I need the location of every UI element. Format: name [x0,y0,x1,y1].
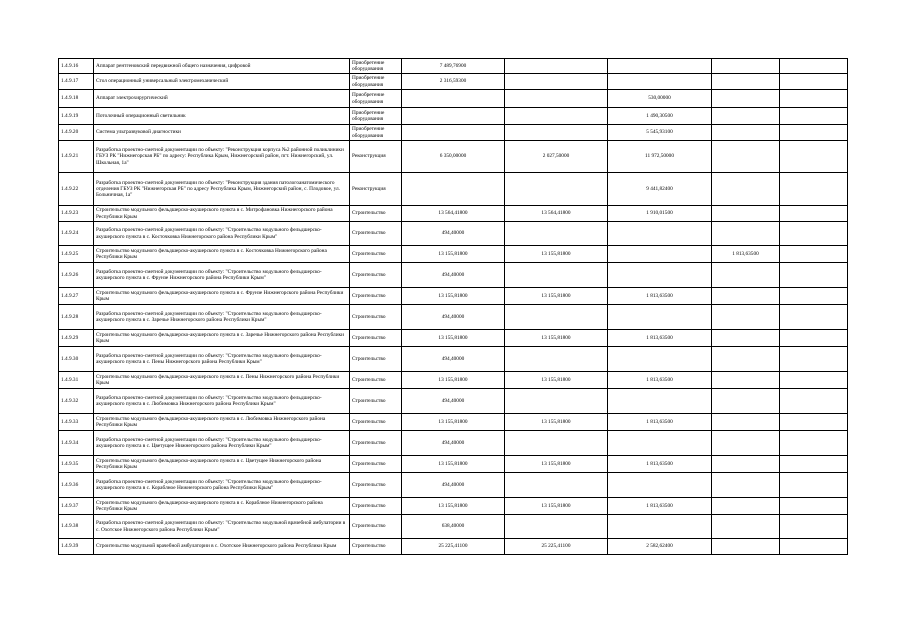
row-description: Разработка проектно-сметной документации по объекту: "Строительство модульного фельдшерско-акушерского пункта в с. Кораблное Нижнегорского района Республики Крым" [94,473,350,498]
row-value-2 [505,347,608,372]
row-value-2: 13 155,81800 [505,372,608,389]
row-value-3: 1 910,01500 [608,206,712,222]
row-value-4 [712,141,780,173]
row-empty-cell [780,372,848,389]
row-value-1: 13 155,81800 [402,372,505,389]
row-description: Разработка проектно-сметной документации по объекту: "Реконструкция корпуса №2 районной поликлиники ГБУЗ РК "Нижнегорская РБ" по адресу: Республика Крым, Нижнегорский район, пгт. Нижнегорский, ул. Школьная, 1а" [94,141,350,173]
row-description: Разработка проектно-сметной документации по объекту: "Строительство модульного фельдшерско-акушерского пункта в с. Заречье Нижнегорского района Республики Крым" [94,305,350,330]
row-empty-cell [780,74,848,90]
row-work-type: Строительство [350,246,402,263]
row-description: Аппарат рентгеновский передвижной общего назначения, цифровой [94,59,350,74]
row-work-type: Строительство [350,414,402,431]
table-row [59,372,848,389]
table-row [59,108,848,125]
row-value-4 [712,473,780,498]
row-value-1: 25 225,41100 [402,539,505,555]
row-value-2 [505,74,608,90]
row-empty-cell [780,389,848,414]
row-value-2 [505,389,608,414]
row-value-3 [608,74,712,90]
row-value-1: 494,40000 [402,222,505,246]
row-value-4 [712,515,780,539]
row-number: 1.4.9.38 [59,515,94,539]
row-number: 1.4.9.24 [59,222,94,246]
row-value-2 [505,125,608,141]
row-value-1: 6 350,00000 [402,141,505,173]
row-value-4 [712,456,780,473]
row-description: Строительство модульного фельдшерско-акушерского пункта в с. Фрунзе Нижнегорского района Республики Крым [94,288,350,305]
table-row [59,263,848,288]
table-row [59,206,848,222]
row-value-4 [712,222,780,246]
row-number: 1.4.9.19 [59,108,94,125]
row-value-3 [608,515,712,539]
row-value-1: 494,40000 [402,389,505,414]
row-number: 1.4.9.22 [59,173,94,206]
row-value-1: 2 316,59300 [402,74,505,90]
table-row [59,222,848,246]
table-row [59,90,848,108]
row-value-4 [712,125,780,141]
row-value-3: 1 813,63500 [608,498,712,515]
row-number: 1.4.9.28 [59,305,94,330]
row-description: Строительство модульного фельдшерско-акушерского пункта в с. Кораблное Нижнегорского района Республики Крым [94,498,350,515]
row-value-1 [402,125,505,141]
row-empty-cell [780,431,848,456]
row-number: 1.4.9.34 [59,431,94,456]
row-number: 1.4.9.20 [59,125,94,141]
row-description: Строительство модульного фельдшерско-акушерского пункта в с. Заречье Нижнегорского района Республики Крым [94,330,350,347]
row-number: 1.4.9.30 [59,347,94,372]
row-description: Разработка проектно-сметной документации по объекту: "Строительство модульного фельдшерско-акушерского пункта в с. Любимовка Нижнегорского района Республики Крым" [94,389,350,414]
row-number: 1.4.9.27 [59,288,94,305]
row-value-4 [712,288,780,305]
row-description: Разработка проектно-сметной документации по объекту: "Строительство модульного фельдшерско-акушерского пункта в с. Цветущее Нижнегорского района Республики Крым" [94,431,350,456]
row-work-type: Строительство [350,389,402,414]
row-value-2: 13 155,81800 [505,288,608,305]
row-value-2 [505,108,608,125]
row-number: 1.4.9.17 [59,74,94,90]
row-number: 1.4.9.25 [59,246,94,263]
table-row [59,173,848,206]
table-row [59,125,848,141]
row-number: 1.4.9.29 [59,330,94,347]
row-empty-cell [780,305,848,330]
table-row [59,515,848,539]
row-empty-cell [780,222,848,246]
row-empty-cell [780,414,848,431]
row-number: 1.4.9.32 [59,389,94,414]
row-empty-cell [780,539,848,555]
row-value-3 [608,246,712,263]
row-description: Разработка проектно-сметной документации по объекту: "Строительство модульной врачебной амбулатории в с. Охотское Нижнегорского района Республики Крым" [94,515,350,539]
row-value-1: 494,40000 [402,347,505,372]
row-value-4 [712,263,780,288]
row-empty-cell [780,330,848,347]
row-empty-cell [780,473,848,498]
row-value-2 [505,305,608,330]
row-value-1: 638,40000 [402,515,505,539]
row-value-2 [505,90,608,108]
row-value-3 [608,222,712,246]
row-value-3: 5 545,93100 [608,125,712,141]
row-number: 1.4.9.26 [59,263,94,288]
row-value-1: 13 564,41800 [402,206,505,222]
row-value-4 [712,389,780,414]
row-value-3 [608,431,712,456]
row-number: 1.4.9.35 [59,456,94,473]
budget-table [58,58,848,555]
table-row [59,456,848,473]
row-work-type: Строительство [350,305,402,330]
row-value-3: 1 813,63500 [608,414,712,431]
row-work-type: Строительство [350,347,402,372]
row-value-2: 13 155,81800 [505,330,608,347]
table-row [59,305,848,330]
row-description: Разработка проектно-сметной документации по объекту: "Реконструкция здания патологоанатомического отделения ГБУЗ РК "Нижнегорская РБ" по адресу Республика Крым, Нижнегорский район, с. Плодовое, ул. Больничная, 1а" [94,173,350,206]
row-description: Строительство модульного фельдшерско-акушерского пункта в с. Цветущее Нижнегорского района Республики Крым [94,456,350,473]
table-row [59,431,848,456]
row-empty-cell [780,456,848,473]
row-description: Аппарат электрохирургический [94,90,350,108]
row-value-1: 7 489,76900 [402,59,505,74]
row-empty-cell [780,125,848,141]
row-description: Система ультразвуковой диагностики [94,125,350,141]
row-value-3: 9 441,82400 [608,173,712,206]
row-empty-cell [780,288,848,305]
row-value-3: 1 813,63500 [608,456,712,473]
row-empty-cell [780,141,848,173]
row-number: 1.4.9.16 [59,59,94,74]
row-value-1: 494,40000 [402,263,505,288]
row-number: 1.4.9.23 [59,206,94,222]
row-value-2 [505,263,608,288]
table-row [59,74,848,90]
row-value-3: 2 582,62400 [608,539,712,555]
row-empty-cell [780,59,848,74]
row-value-3 [608,263,712,288]
row-empty-cell [780,515,848,539]
row-number: 1.4.9.36 [59,473,94,498]
row-empty-cell [780,206,848,222]
row-value-2: 13 155,81800 [505,456,608,473]
row-value-2: 2 027,50000 [505,141,608,173]
table-row [59,141,848,173]
row-value-4 [712,206,780,222]
row-work-type: Строительство [350,473,402,498]
row-value-2 [505,431,608,456]
row-value-1 [402,173,505,206]
table-row [59,473,848,498]
row-description: Строительство модульного фельдшерско-акушерского пункта в с. Митрофановка Нижнегорского района Республики Крым [94,206,350,222]
row-value-1 [402,90,505,108]
row-value-3: 1 813,63500 [608,330,712,347]
row-value-2 [505,222,608,246]
row-value-4: 1 813,63500 [712,246,780,263]
row-number: 1.4.9.33 [59,414,94,431]
row-value-4 [712,74,780,90]
row-value-3: 1 490,30500 [608,108,712,125]
row-empty-cell [780,246,848,263]
row-empty-cell [780,347,848,372]
row-empty-cell [780,108,848,125]
table-row [59,59,848,74]
row-value-4 [712,173,780,206]
row-work-type: Строительство [350,222,402,246]
row-value-3 [608,305,712,330]
row-value-1: 13 155,81800 [402,246,505,263]
row-description: Разработка проектно-сметной документации по объекту: "Строительство модульного фельдшерско-акушерского пункта в с. Фрунзе Нижнегорского района Республики Крым" [94,263,350,288]
row-value-2 [505,173,608,206]
row-value-3 [608,389,712,414]
row-work-type: Приобретение оборудования [350,108,402,125]
row-number: 1.4.9.21 [59,141,94,173]
table-row [59,288,848,305]
row-value-4 [712,498,780,515]
row-value-3: 1 813,63500 [608,372,712,389]
row-number: 1.4.9.37 [59,498,94,515]
row-description: Строительство модульного фельдшерско-акушерского пункта в с. Любимовка Нижнегорского района Республики Крым [94,414,350,431]
row-value-2 [505,473,608,498]
row-work-type: Строительство [350,288,402,305]
row-description: Разработка проектно-сметной документации по объекту: "Строительство модульного фельдшерско-акушерского пункта в с. Пены Нижнегорского района Республики Крым" [94,347,350,372]
row-value-2 [505,59,608,74]
row-value-3 [608,473,712,498]
row-value-4 [712,330,780,347]
row-value-4 [712,305,780,330]
row-work-type: Реконструкция [350,173,402,206]
row-work-type: Приобретение оборудования [350,125,402,141]
row-value-4 [712,90,780,108]
row-value-3: 11 972,50000 [608,141,712,173]
row-description: Строительство модульного фельдшерско-акушерского пункта в с. Косточковка Нижнегорского района Республики Крым [94,246,350,263]
row-value-1: 494,40000 [402,473,505,498]
row-number: 1.4.9.31 [59,372,94,389]
table-row [59,246,848,263]
row-number: 1.4.9.39 [59,539,94,555]
row-empty-cell [780,90,848,108]
row-description: Стол операционный универсальный электромеханический [94,74,350,90]
row-description: Строительство модульного фельдшерско-акушерского пункта в с. Пены Нижнегорского района Республики Крым [94,372,350,389]
row-value-4 [712,59,780,74]
row-value-4 [712,347,780,372]
row-description: Строительство модульной врачебной амбулатории в с. Охотское Нижнегорского района Республики Крым [94,539,350,555]
table-row [59,347,848,372]
row-value-3 [608,347,712,372]
table-row [59,389,848,414]
row-work-type: Приобретение оборудования [350,59,402,74]
row-work-type: Строительство [350,498,402,515]
row-work-type: Строительство [350,431,402,456]
row-work-type: Приобретение оборудования [350,74,402,90]
row-value-2: 25 225,41100 [505,539,608,555]
row-work-type: Строительство [350,263,402,288]
row-value-2: 13 155,81800 [505,414,608,431]
row-value-1: 13 155,81800 [402,498,505,515]
row-value-1: 494,40000 [402,305,505,330]
row-work-type: Строительство [350,206,402,222]
table-row [59,414,848,431]
table-row [59,498,848,515]
row-value-1: 494,40000 [402,431,505,456]
row-value-1: 13 155,81800 [402,288,505,305]
row-value-2: 13 155,81800 [505,246,608,263]
row-value-1: 13 155,81800 [402,414,505,431]
table-body [59,59,848,555]
row-empty-cell [780,498,848,515]
row-work-type: Приобретение оборудования [350,90,402,108]
row-value-2: 13 155,81800 [505,498,608,515]
row-value-2: 13 564,41800 [505,206,608,222]
row-value-4 [712,414,780,431]
row-empty-cell [780,173,848,206]
row-value-2 [505,515,608,539]
row-description: Разработка проектно-сметной документации по объекту: "Строительство модульного фельдшерско-акушерского пункта в с. Косточковка Нижнегорского района Республики Крым" [94,222,350,246]
row-value-1: 13 155,81800 [402,456,505,473]
row-value-4 [712,372,780,389]
row-description: Потолочный операционный светильник [94,108,350,125]
row-value-3 [608,59,712,74]
row-value-4 [712,431,780,456]
row-work-type: Строительство [350,539,402,555]
row-work-type: Строительство [350,372,402,389]
row-empty-cell [780,263,848,288]
row-value-4 [712,108,780,125]
row-value-1 [402,108,505,125]
table-row [59,330,848,347]
row-work-type: Строительство [350,456,402,473]
row-work-type: Реконструкция [350,141,402,173]
row-work-type: Строительство [350,515,402,539]
row-value-1: 13 155,81800 [402,330,505,347]
row-value-3: 530,00000 [608,90,712,108]
row-work-type: Строительство [350,330,402,347]
row-value-4 [712,539,780,555]
table-row [59,539,848,555]
row-number: 1.4.9.18 [59,90,94,108]
row-value-3: 1 813,63500 [608,288,712,305]
